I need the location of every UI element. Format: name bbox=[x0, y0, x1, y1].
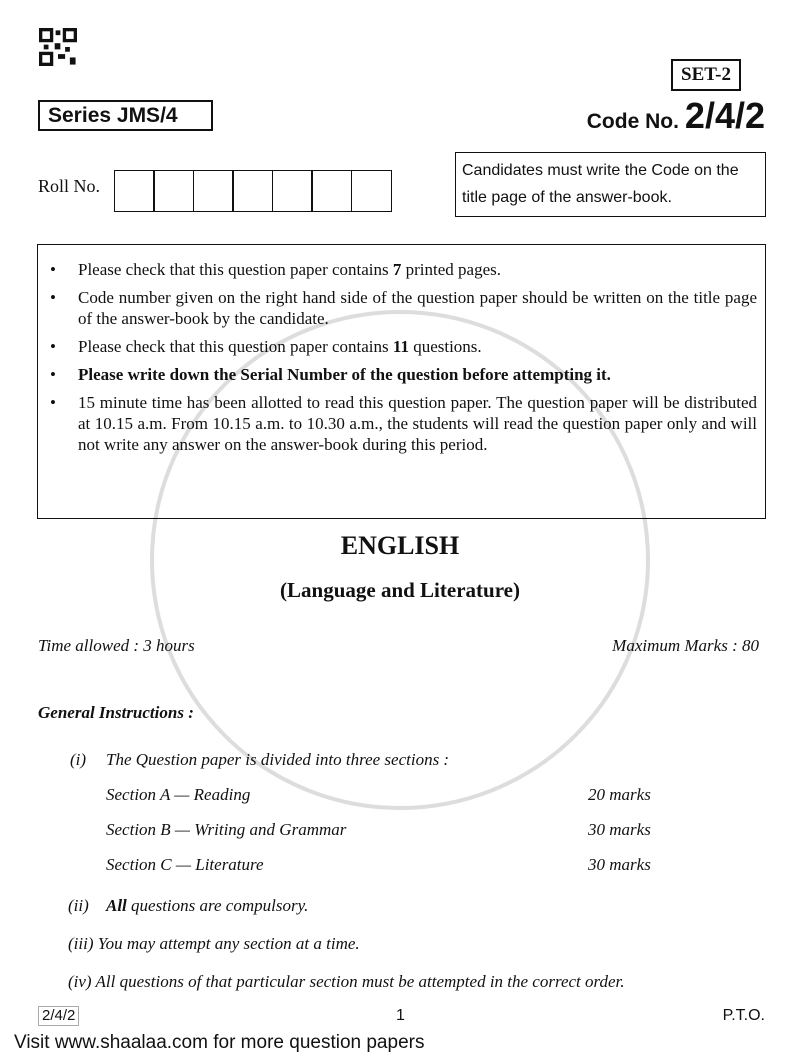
section-name: Section A — Reading bbox=[106, 785, 251, 804]
text: printed pages. bbox=[401, 260, 501, 279]
roll-number-boxes[interactable] bbox=[115, 170, 392, 212]
bold-text: Please write down the Serial Number of the question before attempting it. bbox=[78, 365, 611, 384]
series-label: Series JMS/4 bbox=[38, 100, 213, 131]
text: You may attempt any section at a time. bbox=[97, 934, 360, 953]
instruction-text bbox=[106, 896, 308, 916]
text: 15 minute time has been allotted to read this question paper. The question paper will be distributed at 10.15 a.m. From 10.15 a.m. to 10.30 a.m., the students will read the question paper only and will not write any answer on the answer-book during this period. bbox=[78, 393, 757, 454]
instruction-text: The Question paper is divided into three sections : bbox=[106, 750, 450, 769]
item-number: (ii) bbox=[68, 896, 89, 915]
qr-code-icon bbox=[38, 28, 78, 66]
text: All questions of that particular section must be attempted in the correct order. bbox=[95, 972, 625, 991]
code-value: 2/4/2 bbox=[684, 95, 765, 136]
subject-subtitle: (Language and Literature) bbox=[280, 578, 520, 602]
text: Code number given on the right hand side of the question paper should be written on the title page of the answer-book by the candidate. bbox=[78, 288, 757, 328]
text: Please check that this question paper contains bbox=[78, 260, 393, 279]
time-allowed: Time allowed : 3 hours bbox=[38, 636, 195, 655]
instruction-item bbox=[46, 336, 757, 357]
text: questions are compulsory. bbox=[126, 896, 309, 915]
item-number: (iv) bbox=[68, 972, 92, 991]
roll-box[interactable] bbox=[232, 170, 273, 212]
subject-title: ENGLISH bbox=[340, 531, 460, 560]
roll-box[interactable] bbox=[114, 170, 155, 212]
pto: P.T.O. bbox=[722, 1007, 765, 1024]
candidate-note: Candidates must write the Code on the title page of the answer-book. bbox=[455, 152, 766, 217]
roll-label: Roll No. bbox=[38, 176, 101, 196]
maximum-marks: Maximum Marks : 80 bbox=[612, 636, 759, 655]
section-marks: 30 marks bbox=[588, 820, 651, 839]
text: Please check that this question paper contains bbox=[78, 337, 393, 356]
item-number: (i) bbox=[70, 750, 87, 769]
general-instructions-title: General Instructions : bbox=[38, 703, 194, 722]
instruction-text bbox=[68, 972, 625, 992]
roll-box[interactable] bbox=[311, 170, 352, 212]
item-number: (iii) bbox=[68, 934, 94, 953]
bold-text: All bbox=[106, 896, 127, 915]
roll-box[interactable] bbox=[272, 170, 313, 212]
instructions-list bbox=[46, 259, 757, 455]
roll-box[interactable] bbox=[351, 170, 392, 212]
footer-code: 2/4/2 bbox=[38, 1006, 79, 1026]
code-label: Code No. bbox=[586, 110, 679, 133]
section-name: Section B — Writing and Grammar bbox=[106, 820, 347, 839]
page-number: 1 bbox=[396, 1007, 405, 1024]
roll-box[interactable] bbox=[193, 170, 234, 212]
roll-box[interactable] bbox=[153, 170, 194, 212]
section-marks: 20 marks bbox=[588, 785, 651, 804]
instruction-item bbox=[46, 287, 757, 329]
instruction-item bbox=[46, 392, 757, 455]
code-number bbox=[587, 95, 765, 137]
bold-text: 11 bbox=[392, 337, 409, 356]
section-name: Section C — Literature bbox=[106, 855, 264, 874]
instruction-item bbox=[46, 364, 757, 385]
section-marks: 30 marks bbox=[588, 855, 651, 874]
instruction-item bbox=[46, 259, 757, 280]
instructions-box bbox=[37, 244, 766, 519]
text: questions. bbox=[408, 337, 482, 356]
set-label: SET-2 bbox=[671, 59, 741, 91]
bold-text: 7 bbox=[392, 260, 402, 279]
instruction-text bbox=[68, 934, 360, 954]
visit-link[interactable]: Visit www.shaalaa.com for more question papers bbox=[14, 1032, 425, 1053]
